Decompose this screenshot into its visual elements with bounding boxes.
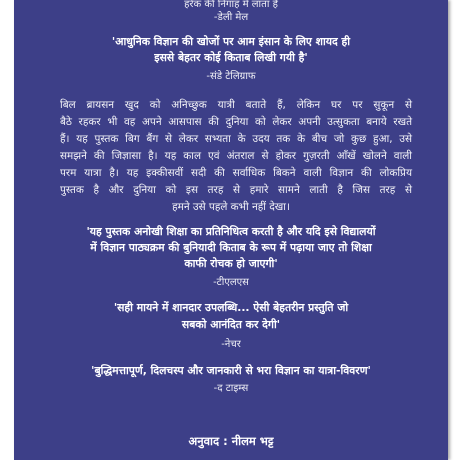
- nature-quote-line-1: 'सही मायने में शानदार उपलब्धि... ऐसी बेहतरीन प्रस्तुति जो: [113, 301, 349, 314]
- description-line-2: बैठे रहकर भी वह अपने आसपास की दुनिया को लेकर अपनी उत्सुकता बनाये रखते: [60, 116, 412, 128]
- tls-quote-line-1: 'यह पुस्तक अनोखी शिक्षा का प्रतिनिधित्व करती है और यदि इसे विद्यालयों: [86, 225, 376, 238]
- tls-quote-line-2: में विज्ञान पाठ्यक्रम की बुनियादी किताब के रूप में पढ़ाया जाए तो शिक्षा: [90, 241, 372, 254]
- sunday-telegraph-quote-line-2: इससे बेहतर कोई किताब लिखी गयी है': [154, 51, 308, 64]
- book-back-cover: [14, 0, 448, 460]
- daily-mail-source: -डेली मेल: [213, 12, 249, 23]
- the-times-source: -द टाइम्स: [213, 383, 249, 394]
- nature-source: -नेचर: [221, 339, 241, 350]
- nature-quote-line-2: सबको आनंदित कर देगी': [181, 318, 281, 331]
- description-line-7: हमने उसे पहले कभी नहीं देखा।: [172, 201, 290, 213]
- sunday-telegraph-quote-line-1: 'आधुनिक विज्ञान की खोजों पर आम इंसान के लिए शायद ही: [111, 35, 351, 48]
- description-line-4: समझने की जिज्ञासा है। यह काल एवं अंतराल से होकर गुज़रती आँखें खोलने वाली: [60, 150, 412, 162]
- description-line-5: परम यात्रा है। यह इक्कीसवीं सदी की सर्वाधिक बिकने वाली विज्ञान की लोकप्रिय: [60, 167, 412, 179]
- description-line-1: बिल ब्रायसन खुद को अनिच्छुक यात्री बताते हैं, लेकिन घर पर सुकून से: [60, 99, 412, 111]
- the-times-quote: 'बुद्धिमत्तापूर्ण, दिलचस्प और जानकारी से भरा विज्ञान का यात्रा-विवरण': [91, 364, 371, 377]
- header-fragment: हरेक की निगाह में लाता है: [184, 0, 278, 10]
- translator-credit: अनुवाद : नीलम भट्ट: [188, 434, 274, 448]
- tls-source: -टीएलएस: [213, 277, 249, 288]
- sunday-telegraph-source: -संडे टेलिग्राफ: [206, 71, 256, 82]
- description-line-6: पुस्तक है और दुनिया को इस तरह से हमारे सामने लाती है जिस तरह से: [60, 184, 412, 196]
- description-line-3: हैं। यह पुस्तक बिग बैंग से लेकर सभ्यता के उदय तक के बीच जो कुछ हुआ, उसे: [60, 133, 412, 145]
- tls-quote-line-3: काफी रोचक हो जाएगी': [184, 257, 278, 270]
